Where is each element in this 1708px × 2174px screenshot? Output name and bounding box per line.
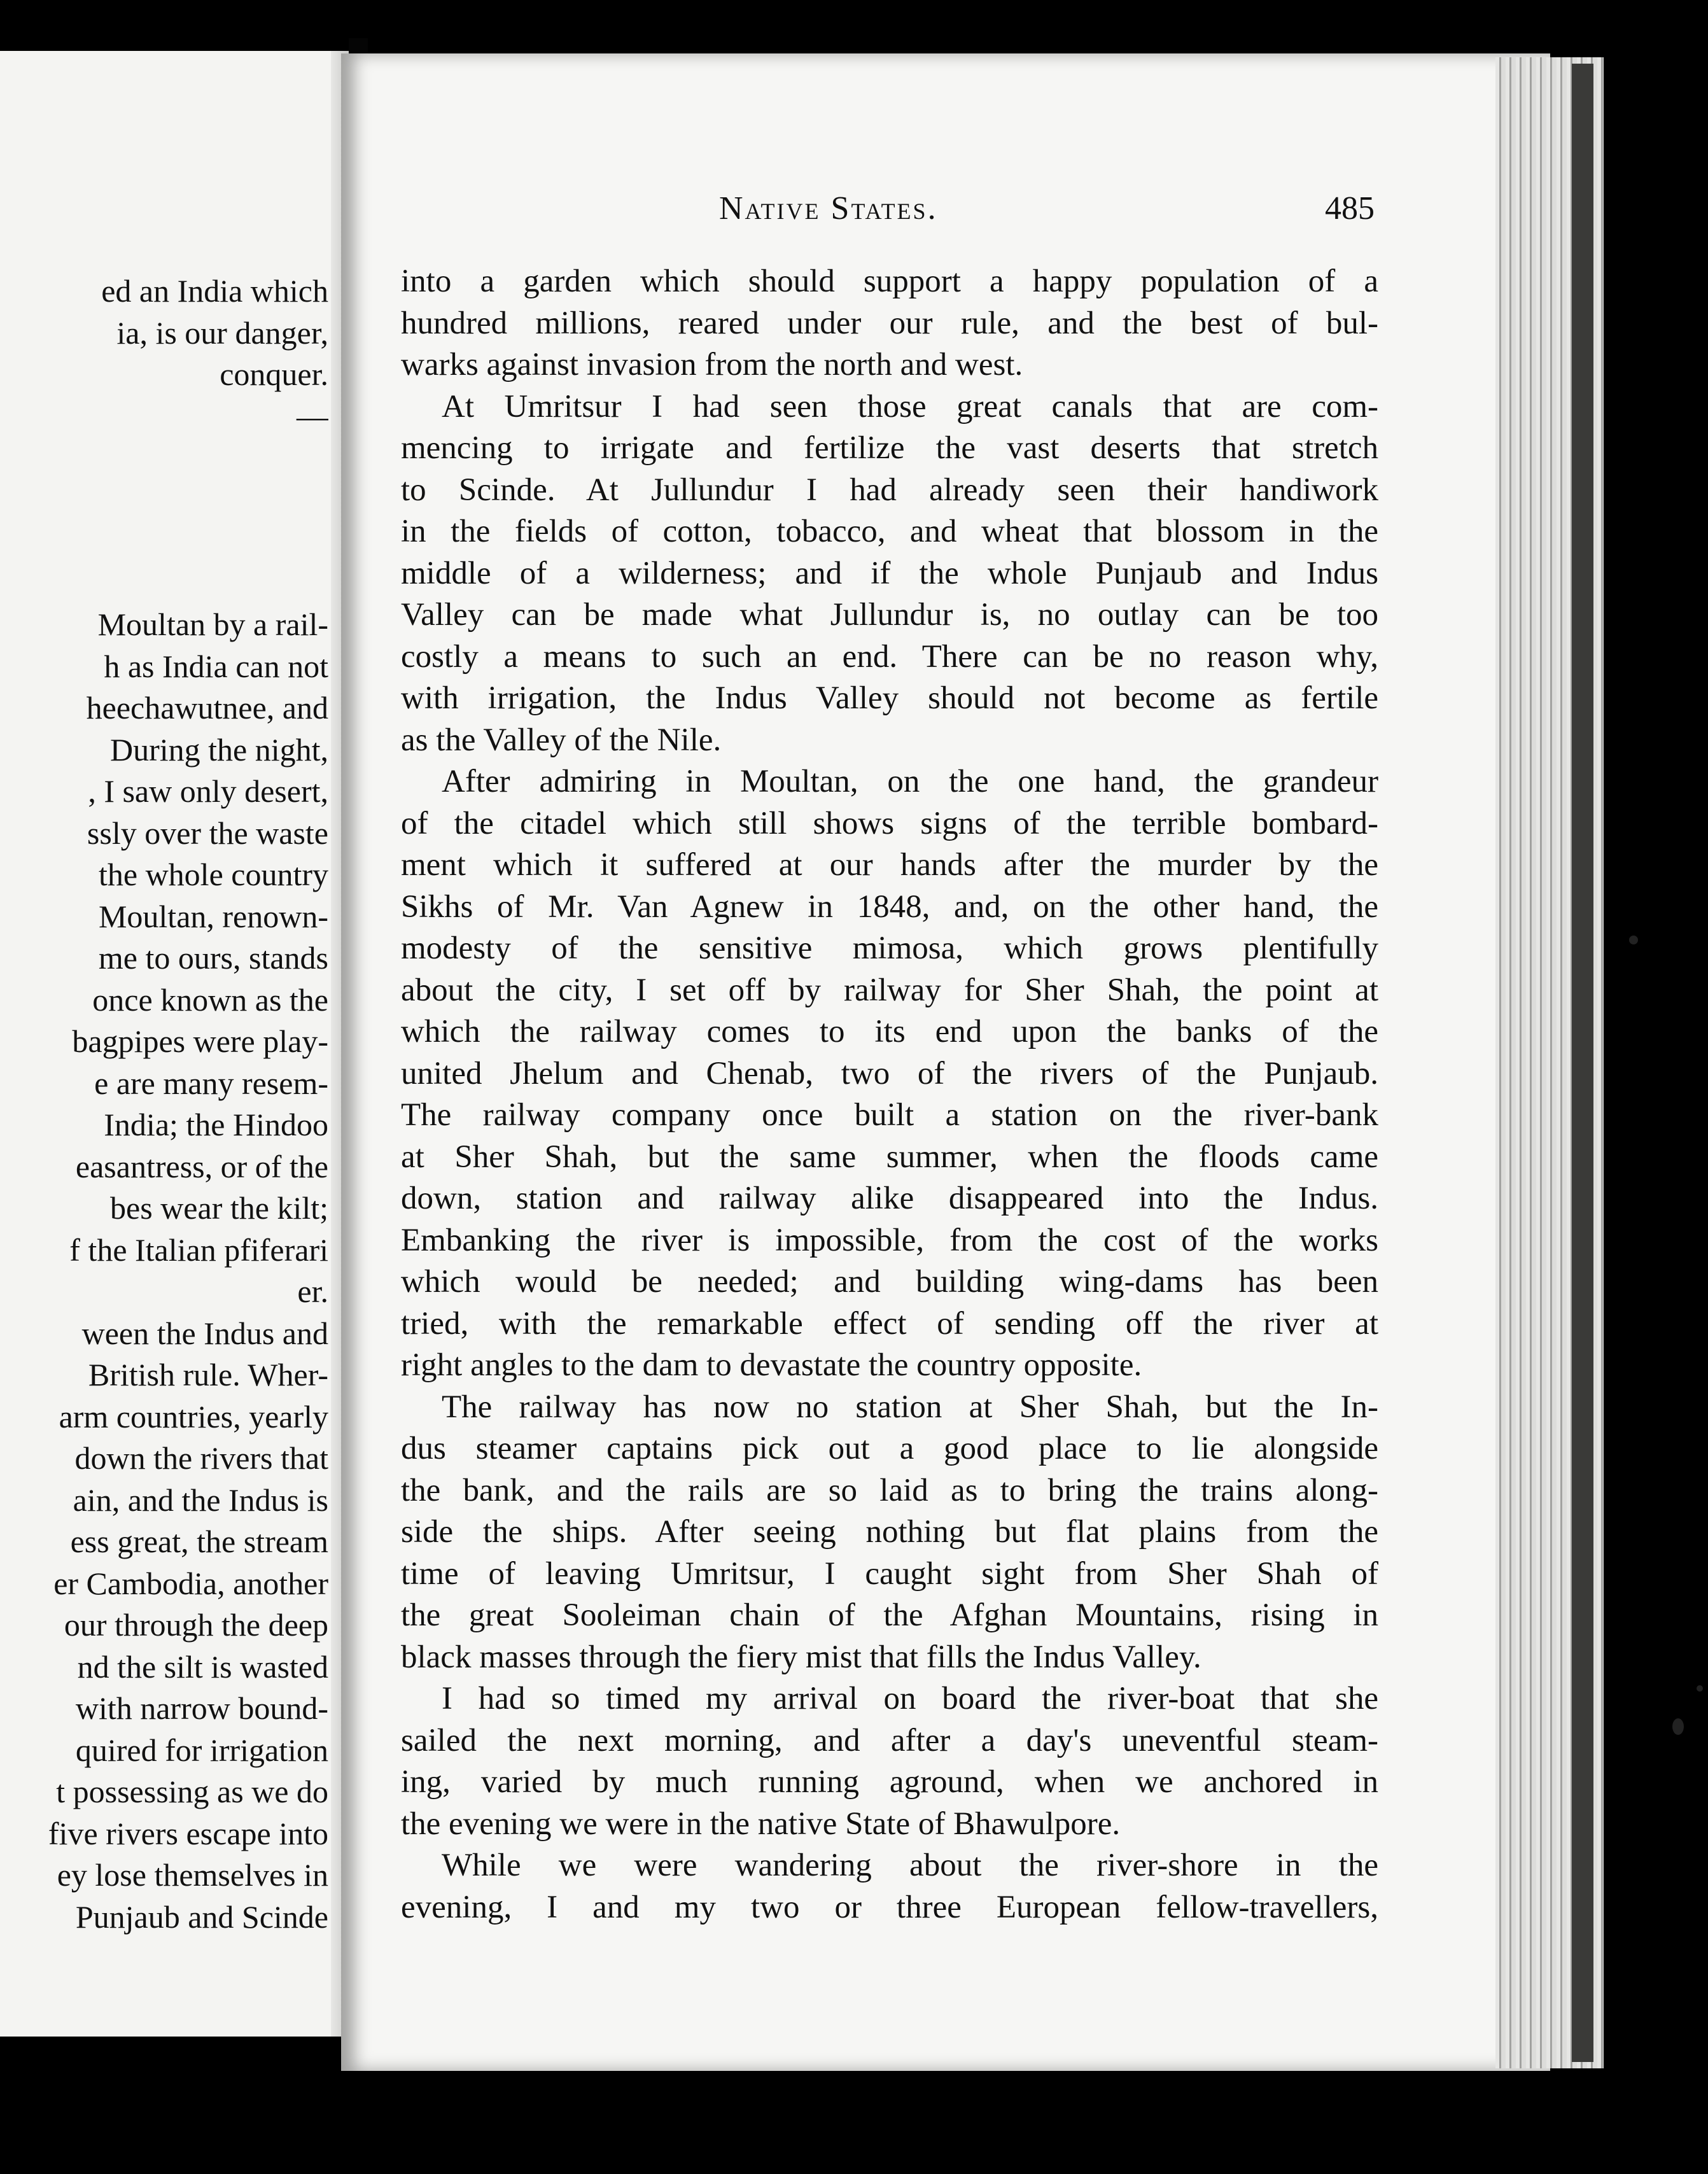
left-line: t possessing as we do — [56, 1774, 328, 1809]
left-line: down the rivers that — [74, 1440, 328, 1476]
text-line: mencing to irrigate and fertilize the vast deserts that stretch — [401, 430, 1378, 466]
left-line: ed an India which — [101, 273, 328, 309]
text-line: ing, varied by much running aground, when we anchored in — [401, 1764, 1378, 1800]
text-line: the great Sooleiman chain of the Afghan Mountains, rising in — [401, 1597, 1378, 1633]
text-line: Valley can be made what Jullundur is, no outlay can be too — [401, 597, 1378, 633]
left-line: h as India can not — [104, 648, 328, 684]
left-line: ssly over the waste — [87, 815, 328, 851]
text-line: black masses through the fiery mist that fills the Indus Valley. — [401, 1639, 1201, 1675]
text-line: warks against invasion from the north and west. — [401, 347, 1023, 382]
text-line: I had so timed my arrival on board the river-boat that she — [442, 1681, 1378, 1716]
left-line: our through the deep — [64, 1607, 328, 1643]
left-line: bes wear the kilt; — [110, 1190, 328, 1226]
left-line: ween the Indus and — [81, 1315, 328, 1351]
left-line: ey lose themselves in — [57, 1857, 328, 1893]
left-line: British rule. Wher- — [88, 1357, 328, 1392]
text-line: with irrigation, the Indus Valley should not become as fertile — [401, 680, 1378, 716]
text-line: Sikhs of Mr. Van Agnew in 1848, and, on the other hand, the — [401, 888, 1378, 925]
text-line: At Umritsur I had seen those great canals that are com- — [442, 388, 1378, 424]
text-line: united Jhelum and Chenab, two of the rivers of the Punjaub. — [401, 1055, 1378, 1091]
text-line: to Scinde. At Jullundur I had already seen their handiwork — [401, 472, 1378, 508]
left-line: heechawutnee, and — [86, 690, 328, 726]
left-line: Moultan, renown- — [98, 898, 328, 934]
text-line: of the citadel which still shows signs of the terrible bombard- — [401, 805, 1378, 841]
text-line: which the railway comes to its end upon the banks of the — [401, 1014, 1378, 1049]
text-line: middle of a wilderness; and if the whole Punjaub and Indus — [401, 555, 1378, 591]
page-stack-shadow — [1572, 64, 1593, 2062]
left-line: ess great, the stream — [70, 1524, 328, 1559]
text-line: dus steamer captains pick out a good place to lie alongside — [401, 1431, 1378, 1466]
text-line: evening, I and my two or three European fellow-travellers, — [401, 1889, 1378, 1925]
text-line: which would be needed; and building wing-dams has been — [401, 1264, 1378, 1300]
running-title: Native States. — [719, 190, 938, 227]
left-line: quired for irrigation — [75, 1732, 328, 1768]
text-line: side the ships. After seeing nothing but flat plains from the — [401, 1514, 1378, 1550]
page-number: 485 — [1325, 190, 1375, 227]
left-line: Moultan by a rail- — [97, 607, 328, 642]
left-line: India; the Hindoo — [104, 1107, 328, 1142]
text-line: Embanking the river is impossible, from the cost of the works — [401, 1222, 1378, 1258]
left-line: , I saw only desert, — [88, 773, 328, 809]
body-text — [401, 261, 1378, 1928]
text-line: about the city, I set off by railway for Sher Shah, the point at — [401, 972, 1378, 1008]
left-line: with narrow bound- — [75, 1690, 328, 1726]
left-line: er. — [297, 1273, 328, 1309]
left-line: the whole country — [98, 857, 328, 892]
left-line: once known as the — [92, 981, 328, 1018]
text-line: modesty of the sensitive mimosa, which grows plentifully — [401, 930, 1378, 966]
text-line: at Sher Shah, but the same summer, when the floods came — [401, 1139, 1378, 1175]
left-line: er Cambodia, another — [53, 1565, 328, 1601]
left-line: nd the silt is wasted — [77, 1648, 328, 1685]
left-line: e are many resem- — [94, 1065, 328, 1101]
left-line: — — [297, 398, 328, 434]
text-line: the bank, and the rails are so laid as to bring the trains along- — [401, 1472, 1378, 1508]
left-page-text — [0, 270, 328, 1938]
left-line: arm countries, yearly — [59, 1398, 328, 1434]
text-line: The railway company once built a station on the river-bank — [401, 1097, 1378, 1133]
text-line: time of leaving Umritsur, I caught sight from Sher Shah of — [401, 1555, 1378, 1592]
text-line: in the fields of cotton, tobacco, and wheat that blossom in the — [401, 514, 1378, 549]
text-line: While we were wandering about the river-shore in the — [442, 1848, 1378, 1883]
text-line: as the Valley of the Nile. — [401, 722, 722, 758]
left-line: me to ours, stands — [98, 940, 328, 976]
text-line: The railway has now no station at Sher Shah, but the In- — [442, 1389, 1378, 1425]
text-line: into a garden which should support a happy population of a — [401, 263, 1378, 299]
text-line: right angles to the dam to devastate the country opposite. — [401, 1347, 1142, 1383]
left-line: ia, is our danger, — [116, 314, 328, 351]
left-line: f the Italian pfiferari — [69, 1231, 328, 1268]
left-line: easantress, or of the — [75, 1148, 328, 1184]
text-line: sailed the next morning, and after a day's uneventful steam- — [401, 1722, 1378, 1758]
text-line: hundred millions, reared under our rule, and the best of bul- — [401, 305, 1378, 341]
text-line: ment which it suffered at our hands after the murder by the — [401, 847, 1378, 883]
text-line: costly a means to such an end. There can be no reason why, — [401, 638, 1378, 675]
scan-speck — [1697, 1685, 1703, 1692]
left-line: Punjaub and Scinde — [75, 1898, 328, 1935]
left-line: conquer. — [220, 356, 328, 392]
text-line: down, station and railway alike disappeared into the Indus. — [401, 1181, 1378, 1216]
left-line: During the night, — [109, 731, 328, 768]
scan-speck — [1672, 1718, 1684, 1735]
left-line: five rivers escape into — [48, 1815, 328, 1851]
left-line: ain, and the Indus is — [73, 1482, 328, 1518]
text-line: the evening we were in the native State of Bhawulpore. — [401, 1806, 1121, 1842]
scan-speck — [1629, 936, 1638, 944]
left-line: bagpipes were play- — [72, 1023, 328, 1059]
page-header — [401, 190, 1375, 234]
text-line: After admiring in Moultan, on the one hand, the grandeur — [442, 764, 1378, 799]
text-line: tried, with the remarkable effect of sending off the river at — [401, 1305, 1378, 1342]
